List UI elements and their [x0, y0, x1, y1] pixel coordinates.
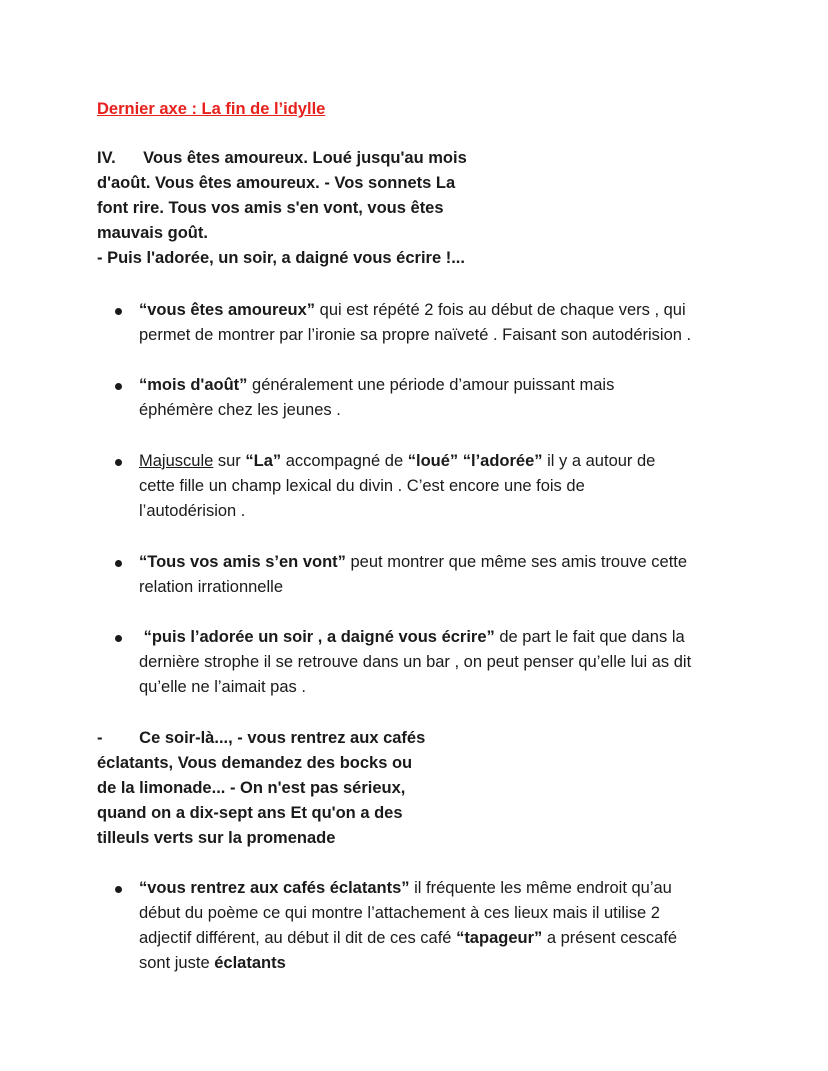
- bullet-line: [139, 876, 677, 901]
- poem-line: éclatants, Vous demandez des bocks ou: [97, 754, 413, 772]
- bullet-dot-icon: [115, 459, 122, 466]
- text-segment: qui est répété 2 fois au début de chaque vers , qui: [315, 301, 686, 319]
- bullet-line: [139, 474, 655, 499]
- text-segment: généralement une période d’amour puissant mais: [247, 376, 615, 394]
- bullet-item: [139, 876, 677, 976]
- quote-highlight: éclatants: [214, 954, 286, 972]
- text-segment: dernière strophe il se retrouve dans un bar , on peut penser qu’elle lui as dit: [139, 653, 692, 671]
- text-segment: peut montrer que même ses amis trouve cette: [345, 553, 688, 571]
- poem-line: de la limonade... - On n'est pas sérieux,: [97, 779, 406, 797]
- bullet-dot-icon: [115, 635, 122, 642]
- text-segment: cette fille un champ lexical du divin . C’est encore une fois de: [139, 477, 585, 495]
- quote-highlight: “puis l’adorée un soir , a daigné vous écrire”: [139, 628, 495, 646]
- text-segment: accompagné de: [281, 452, 408, 470]
- bullet-line: [139, 675, 691, 700]
- text-segment: il fréquente les même endroit qu’au: [409, 879, 672, 897]
- bullet-line: [139, 951, 677, 976]
- text-segment: qu’elle ne l’aimait pas .: [139, 678, 306, 696]
- bullet-dot-icon: [115, 560, 122, 567]
- bullet-line: [139, 499, 655, 524]
- quote-highlight: “Tous vos amis s’en vont”: [139, 553, 346, 571]
- poem-excerpt-2: [97, 726, 425, 851]
- poem-line: IV. Vous êtes amoureux. Loué jusqu'au mois: [97, 149, 467, 167]
- poem-line: - Ce soir-là..., - vous rentrez aux cafés: [97, 729, 426, 747]
- poem-line: d'août. Vous êtes amoureux. - Vos sonnets La: [97, 174, 456, 192]
- text-segment: début du poème ce qui montre l’attachement à ces lieux mais il utilise 2: [139, 904, 660, 922]
- bullet-line: [139, 373, 614, 398]
- bullet-line: [139, 323, 691, 348]
- bullet-dot-icon: [115, 308, 122, 315]
- bullet-dot-icon: [115, 886, 122, 893]
- bullet-line: [139, 398, 614, 423]
- bullet-item: [139, 550, 687, 600]
- text-segment: sont juste: [139, 954, 215, 972]
- quote-highlight: “vous êtes amoureux”: [139, 301, 316, 319]
- bullet-line: [139, 575, 687, 600]
- bullet-dot-icon: [115, 383, 122, 390]
- poem-line: tilleuls verts sur la promenade: [97, 829, 336, 847]
- bullet-line: [139, 625, 691, 650]
- text-segment: a présent cescafé: [542, 929, 678, 947]
- bullet-item: [139, 625, 691, 700]
- quote-highlight: “mois d'août”: [139, 376, 248, 394]
- poem-excerpt-1: [97, 146, 467, 271]
- quote-highlight: “La”: [245, 452, 282, 470]
- bullet-item: [139, 373, 614, 423]
- underlined-text: Majuscule: [139, 452, 214, 470]
- quote-highlight: “tapageur”: [456, 929, 543, 947]
- text-segment: il y a autour de: [542, 452, 656, 470]
- text-segment: l’autodérision .: [139, 502, 246, 520]
- poem-line: mauvais goût.: [97, 224, 208, 242]
- section-title: Dernier axe : La fin de l’idylle: [97, 100, 326, 118]
- bullet-line: [139, 550, 687, 575]
- bullet-item: [139, 449, 655, 524]
- text-segment: éphémère chez les jeunes .: [139, 401, 341, 419]
- text-segment: sur: [213, 452, 246, 470]
- quote-highlight: “loué” “l’adorée”: [407, 452, 543, 470]
- text-segment: permet de montrer par l’ironie sa propre naïveté . Faisant son autodérision .: [139, 326, 692, 344]
- poem-line: - Puis l'adorée, un soir, a daigné vous écrire !...: [97, 249, 465, 267]
- text-segment: de part le fait que dans la: [494, 628, 685, 646]
- poem-line: quand on a dix-sept ans Et qu'on a des: [97, 804, 403, 822]
- bullet-line: [139, 926, 677, 951]
- bullet-line: [139, 298, 691, 323]
- quote-highlight: “vous rentrez aux cafés éclatants”: [139, 879, 410, 897]
- bullet-item: [139, 298, 691, 348]
- text-segment: relation irrationnelle: [139, 578, 283, 596]
- bullet-line: [139, 650, 691, 675]
- bullet-line: [139, 901, 677, 926]
- poem-line: font rire. Tous vos amis s'en vont, vous êtes: [97, 199, 444, 217]
- text-segment: adjectif différent, au début il dit de ces café: [139, 929, 457, 947]
- bullet-line: [139, 449, 655, 474]
